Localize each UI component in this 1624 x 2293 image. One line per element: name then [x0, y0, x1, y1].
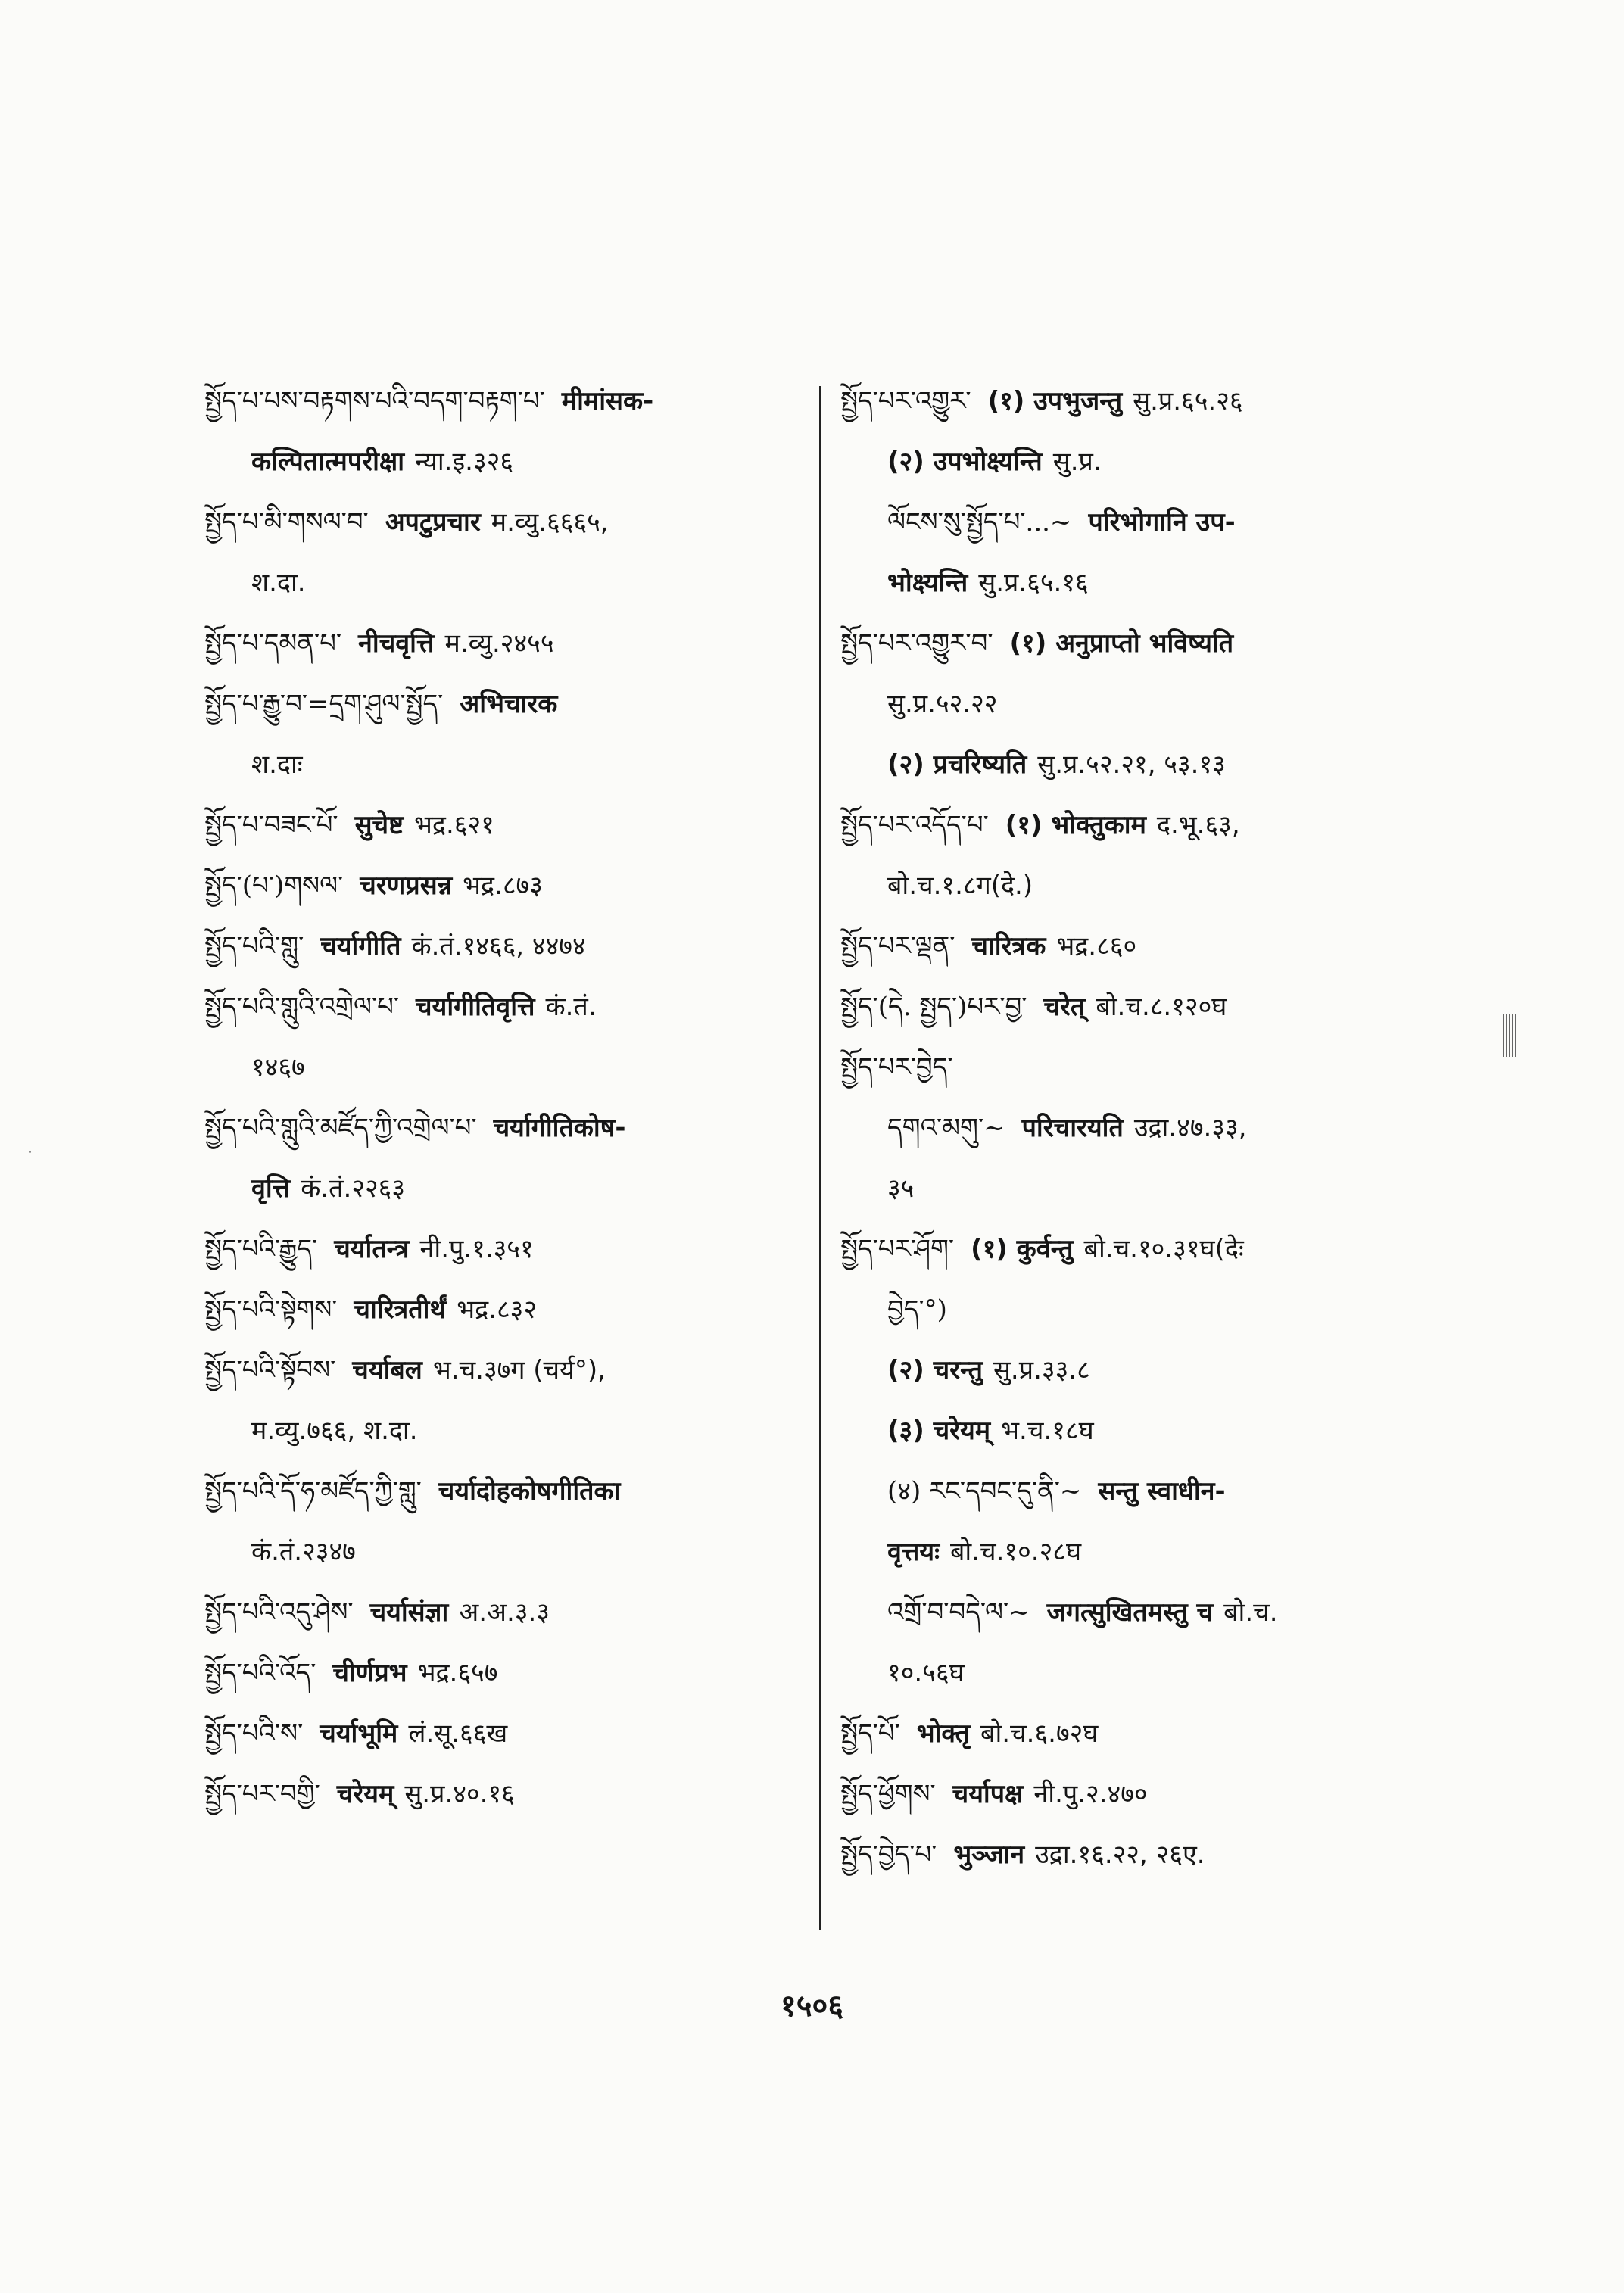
entry-headline — [204, 1461, 810, 1522]
sanskrit-equivalent: जगत्सुखितमस्तु च — [1046, 1597, 1214, 1628]
entry-headline — [840, 1037, 1439, 1098]
sanskrit-equivalent: चर्यादोहकोषगीतिका — [438, 1476, 621, 1506]
entry-headline — [840, 1219, 1439, 1279]
sanskrit-equivalent: चारित्रक — [971, 931, 1046, 961]
sanskrit-equivalent: चर्याभूमि — [320, 1718, 398, 1749]
source-reference: कं.तं.२२६३ — [301, 1173, 406, 1204]
entry-headline — [204, 1764, 810, 1824]
sanskrit-equivalent: (२) उपभोक्ष्यन्ति — [887, 447, 1043, 477]
entry-continuation — [840, 674, 1439, 734]
dictionary-entry — [204, 916, 810, 977]
entry-continuation — [840, 1098, 1439, 1158]
tibetan-term: སྤྱོད་བྱེད་པ་ — [840, 1840, 937, 1870]
dictionary-entry — [204, 613, 810, 674]
tibetan-term: སྤྱོད་པའི་སྟེགས་ — [204, 1294, 338, 1325]
source-reference: ३५ — [887, 1173, 915, 1204]
tibetan-term: སྤྱོད་པའི་རྒྱུད་ — [204, 1234, 318, 1264]
source-reference: सु.प्र. — [1052, 447, 1102, 477]
sanskrit-equivalent: चर्यातन्त्र — [334, 1234, 410, 1264]
entry-continuation — [840, 734, 1439, 795]
dictionary-entry — [204, 1279, 810, 1340]
sanskrit-equivalent: (२) चरन्तु — [887, 1355, 983, 1385]
tibetan-term: སྤྱོད་པར་བགྱི་ — [204, 1779, 320, 1809]
sanskrit-equivalent: (१) भोक्तुकाम — [1005, 810, 1146, 840]
sanskrit-equivalent: चर्यागीतिकोष- — [493, 1113, 626, 1143]
sanskrit-equivalent: वृत्ति — [251, 1173, 291, 1204]
dictionary-entry — [204, 1340, 810, 1461]
source-reference: भद्र.६२१ — [414, 810, 494, 840]
entry-continuation — [204, 1037, 810, 1098]
tibetan-term: སྤྱོད་པའི་དོ་ཧ་མཛོད་ཀྱི་གླུ་ — [204, 1476, 422, 1506]
sanskrit-equivalent: चर्यागीतिवृत्ति — [416, 992, 535, 1022]
sanskrit-equivalent: वृत्तयः — [887, 1537, 940, 1567]
source-reference: भद्र.८३२ — [457, 1294, 538, 1325]
tibetan-term: སྤྱོད་པའི་གླུའི་འགྲེལ་པ་ — [204, 992, 400, 1022]
source-reference: कं.तं.१४६६, ४४७४ — [411, 931, 586, 961]
tibetan-term: སྤྱོད་པ་དམན་པ་ — [204, 628, 342, 659]
source-reference: बो.च.१०.३१घ(देः — [1083, 1234, 1244, 1264]
entry-continuation — [840, 431, 1439, 492]
source-reference: भ.च.३७ग (चर्य°), — [432, 1355, 606, 1385]
tibetan-term: སྤྱོད་(པ་)གསལ་ — [204, 871, 344, 901]
dictionary-entry — [840, 1764, 1439, 1824]
entry-continuation — [204, 1400, 810, 1461]
source-reference: उद्रा.१६.२२, २६ए. — [1035, 1840, 1205, 1870]
sanskrit-equivalent: चर्यापक्ष — [952, 1779, 1024, 1809]
sanskrit-equivalent: (१) कुर्वन्तु — [971, 1234, 1074, 1264]
entry-headline — [840, 613, 1439, 674]
tibetan-term: སྤྱོད་(དེ. སྤྱད་)པར་བྱ་ — [840, 992, 1027, 1022]
entry-continuation — [204, 1522, 810, 1582]
dictionary-entry — [840, 1219, 1439, 1703]
tibetan-term: དགའ་མགུ་~ — [887, 1113, 1005, 1143]
dictionary-entry — [204, 1643, 810, 1703]
sanskrit-equivalent: (३) चरेयम् — [887, 1416, 991, 1446]
tibetan-term: སྤྱོད་པ་མི་གསལ་བ་ — [204, 507, 369, 537]
tibetan-term: སྤྱོད་པ་བཟང་པོ་ — [204, 810, 338, 840]
sanskrit-equivalent: अपटुप्रचार — [385, 507, 481, 537]
sanskrit-equivalent: (२) प्रचरिष्यति — [887, 749, 1027, 780]
dictionary-entry — [204, 977, 810, 1098]
tibetan-term: སྤྱོད་པ་པས་བརྟགས་པའི་བདག་བརྟག་པ་ — [204, 386, 545, 416]
entry-continuation — [840, 1643, 1439, 1703]
sanskrit-equivalent: चर्यासंज्ञा — [369, 1597, 449, 1628]
source-reference: श.दाः — [251, 749, 303, 780]
tibetan-term: སྤྱོད་པའི་གླུའི་མཛོད་ཀྱི་འགྲེལ་པ་ — [204, 1113, 477, 1143]
source-reference: म.व्यु.२४५५ — [444, 628, 554, 659]
dictionary-entry — [840, 371, 1439, 613]
sanskrit-equivalent: भोक्ष्यन्ति — [887, 568, 968, 598]
entry-headline — [204, 1279, 810, 1340]
source-reference: न्या.इ.३२६ — [415, 447, 514, 477]
source-reference: नी.पु.१.३५१ — [419, 1234, 534, 1264]
tibetan-term: སྤྱོད་པོ་ — [840, 1718, 900, 1749]
entry-headline — [204, 1340, 810, 1400]
sanskrit-equivalent: चर्यागीति — [320, 931, 401, 961]
tibetan-term: སྤྱོད་ཕྱོགས་ — [840, 1779, 936, 1809]
source-reference: सु.प्र.३३.८ — [993, 1355, 1090, 1385]
entry-headline — [204, 916, 810, 977]
tibetan-term: སྤྱོད་པའི་ས་ — [204, 1718, 304, 1749]
entry-continuation — [840, 1158, 1439, 1219]
entry-continuation — [204, 431, 810, 492]
source-reference: बो.च.१०.२८घ — [950, 1537, 1082, 1567]
source-reference: १४६७ — [251, 1052, 305, 1083]
sanskrit-equivalent: चर्याबल — [352, 1355, 422, 1385]
entry-headline — [204, 1098, 810, 1158]
dictionary-entry — [204, 1461, 810, 1582]
sanskrit-equivalent: भुञ्जान — [953, 1840, 1025, 1870]
entry-headline — [204, 1703, 810, 1764]
source-reference: बो.च.१.८ग(दे.) — [887, 871, 1033, 901]
sanskrit-equivalent: अभिचारक — [460, 689, 558, 719]
sanskrit-equivalent: परिचारयति — [1021, 1113, 1124, 1143]
tibetan-term: སྤྱོད་པར་ཤོག་ — [840, 1234, 955, 1264]
source-reference: बो.च.६.७२घ — [980, 1718, 1099, 1749]
dictionary-entry — [204, 795, 810, 855]
entry-headline — [204, 674, 810, 734]
dictionary-entry — [840, 613, 1439, 795]
tibetan-term: སྤྱོད་པར་ལྡན་ — [840, 931, 955, 961]
tibetan-term: འགྲོ་བ་བདེ་ལ་~ — [887, 1597, 1030, 1628]
entry-continuation — [840, 1279, 1439, 1340]
sanskrit-equivalent: परिभोगानि उप- — [1088, 507, 1236, 537]
sanskrit-equivalent: (१) उपभुजन्तु — [987, 386, 1123, 416]
entry-headline — [204, 1582, 810, 1643]
tibetan-term: བྱེད་°) — [887, 1294, 947, 1325]
entry-headline — [840, 1764, 1439, 1824]
entry-headline — [840, 371, 1439, 431]
source-reference: लं.सू.६६ख — [408, 1718, 508, 1749]
sanskrit-equivalent: मीमांसक- — [561, 386, 654, 416]
sanskrit-equivalent: चरेयम् — [336, 1779, 394, 1809]
entry-headline — [840, 1824, 1439, 1885]
dictionary-entry — [204, 371, 810, 492]
dictionary-entry — [840, 1703, 1439, 1764]
source-reference: सु.प्र.५२.२१, ५३.१३ — [1037, 749, 1226, 780]
entry-headline — [204, 1219, 810, 1279]
entry-headline — [204, 977, 810, 1037]
sanskrit-equivalent: चीर्णप्रभ — [332, 1658, 407, 1688]
entry-headline — [840, 1703, 1439, 1764]
source-reference: भद्र.८७३ — [463, 871, 543, 901]
source-reference: नी.पु.२.४७० — [1033, 1779, 1148, 1809]
entry-headline — [204, 492, 810, 553]
left-column — [204, 371, 810, 1824]
tibetan-term: སྤྱོད་པའི་འདུ་ཤེས་ — [204, 1597, 354, 1628]
tibetan-term: སྤྱོད་པར་འགྱུར་བ་ — [840, 628, 993, 659]
entry-continuation — [204, 553, 810, 613]
source-reference: भद्र.६५७ — [417, 1658, 498, 1688]
tibetan-term: སྤྱོད་པའི་སྟོབས་ — [204, 1355, 336, 1385]
dictionary-entry — [204, 1703, 810, 1764]
dictionary-entry — [204, 674, 810, 795]
source-reference: बो.च.८.१२०घ — [1096, 992, 1227, 1022]
sanskrit-equivalent: कल्पितात्मपरीक्षा — [251, 447, 405, 477]
source-reference: सु.प्र.४०.१६ — [404, 1779, 515, 1809]
tibetan-term: སྤྱོད་པར་འདོད་པ་ — [840, 810, 989, 840]
entry-headline — [840, 977, 1439, 1037]
entry-continuation — [840, 492, 1439, 553]
dictionary-entry — [840, 1824, 1439, 1885]
entry-continuation — [840, 553, 1439, 613]
dictionary-entry — [840, 795, 1439, 916]
source-reference: सु.प्र.६५.१६ — [978, 568, 1089, 598]
tibetan-term: ལོངས་སུ་སྤྱོད་པ་...~ — [887, 507, 1072, 537]
dictionary-entry — [840, 977, 1439, 1037]
sanskrit-equivalent: सन्तु स्वाधीन- — [1098, 1476, 1226, 1506]
dictionary-entry — [840, 916, 1439, 977]
dictionary-entry — [204, 1098, 810, 1219]
source-reference: १०.५६घ — [887, 1658, 965, 1688]
entry-continuation — [840, 1461, 1439, 1522]
sanskrit-equivalent: चारित्रतीर्थं — [354, 1294, 447, 1325]
source-reference: अ.अ.३.३ — [459, 1597, 550, 1628]
source-reference: सु.प्र.५२.२२ — [887, 689, 998, 719]
dictionary-entry — [204, 1219, 810, 1279]
source-reference: कं.तं. — [545, 992, 597, 1022]
tibetan-term: སྤྱོད་པར་བྱེད་ — [840, 1052, 953, 1083]
entry-continuation — [840, 1400, 1439, 1461]
entry-continuation — [204, 734, 810, 795]
dictionary-entry — [204, 492, 810, 613]
source-reference: उद्रा.४७.३३, — [1133, 1113, 1247, 1143]
entry-continuation — [840, 1522, 1439, 1582]
scan-mark — [1503, 1014, 1518, 1057]
source-reference: सु.प्र.६५.२६ — [1133, 386, 1243, 416]
entry-continuation — [204, 1158, 810, 1219]
entry-headline — [204, 371, 810, 431]
tibetan-term: སྤྱོད་པ་རྒྱུ་བ་=དྲག་ཤུལ་སྤྱོད་ — [204, 689, 444, 719]
entry-headline — [204, 855, 810, 916]
sanskrit-equivalent: सुचेष्ट — [354, 810, 404, 840]
tibetan-term: (४) རང་དབང་དུ་ནི་~ — [887, 1476, 1082, 1506]
dictionary-entry — [204, 1582, 810, 1643]
scan-speck — [29, 1151, 31, 1153]
source-reference: कं.तं.२३४७ — [251, 1537, 356, 1567]
source-reference: म.व्यु.६६६५, — [491, 507, 609, 537]
source-reference: बो.च. — [1223, 1597, 1278, 1628]
sanskrit-equivalent: भोक्तृ — [916, 1718, 971, 1749]
entry-headline — [840, 795, 1439, 855]
dictionary-entry — [840, 1037, 1439, 1219]
source-reference: भद्र.८६० — [1056, 931, 1137, 961]
column-divider — [819, 386, 821, 1930]
right-column — [840, 371, 1439, 1885]
sanskrit-equivalent: (१) अनुप्राप्तो भविष्यति — [1009, 628, 1234, 659]
sanskrit-equivalent: चरेत् — [1043, 992, 1086, 1022]
entry-headline — [204, 795, 810, 855]
entry-headline — [204, 1643, 810, 1703]
source-reference: म.व्यु.७६६, श.दा. — [251, 1416, 418, 1446]
tibetan-term: སྤྱོད་པར་འགྱུར་ — [840, 386, 971, 416]
dictionary-entry — [204, 1764, 810, 1824]
entry-continuation — [840, 1582, 1439, 1643]
page-number: १५०६ — [780, 1989, 844, 2024]
tibetan-term: སྤྱོད་པའི་འོད་ — [204, 1658, 316, 1688]
entry-continuation — [840, 1340, 1439, 1400]
sanskrit-equivalent: नीचवृत्ति — [358, 628, 435, 659]
entry-headline — [840, 916, 1439, 977]
tibetan-term: སྤྱོད་པའི་གླུ་ — [204, 931, 304, 961]
source-reference: द.भू.६३, — [1156, 810, 1240, 840]
dictionary-entry — [204, 855, 810, 916]
source-reference: भ.च.१८घ — [1001, 1416, 1094, 1446]
source-reference: श.दा. — [251, 568, 306, 598]
entry-headline — [204, 613, 810, 674]
entry-continuation — [840, 855, 1439, 916]
sanskrit-equivalent: चरणप्रसन्न — [360, 871, 453, 901]
